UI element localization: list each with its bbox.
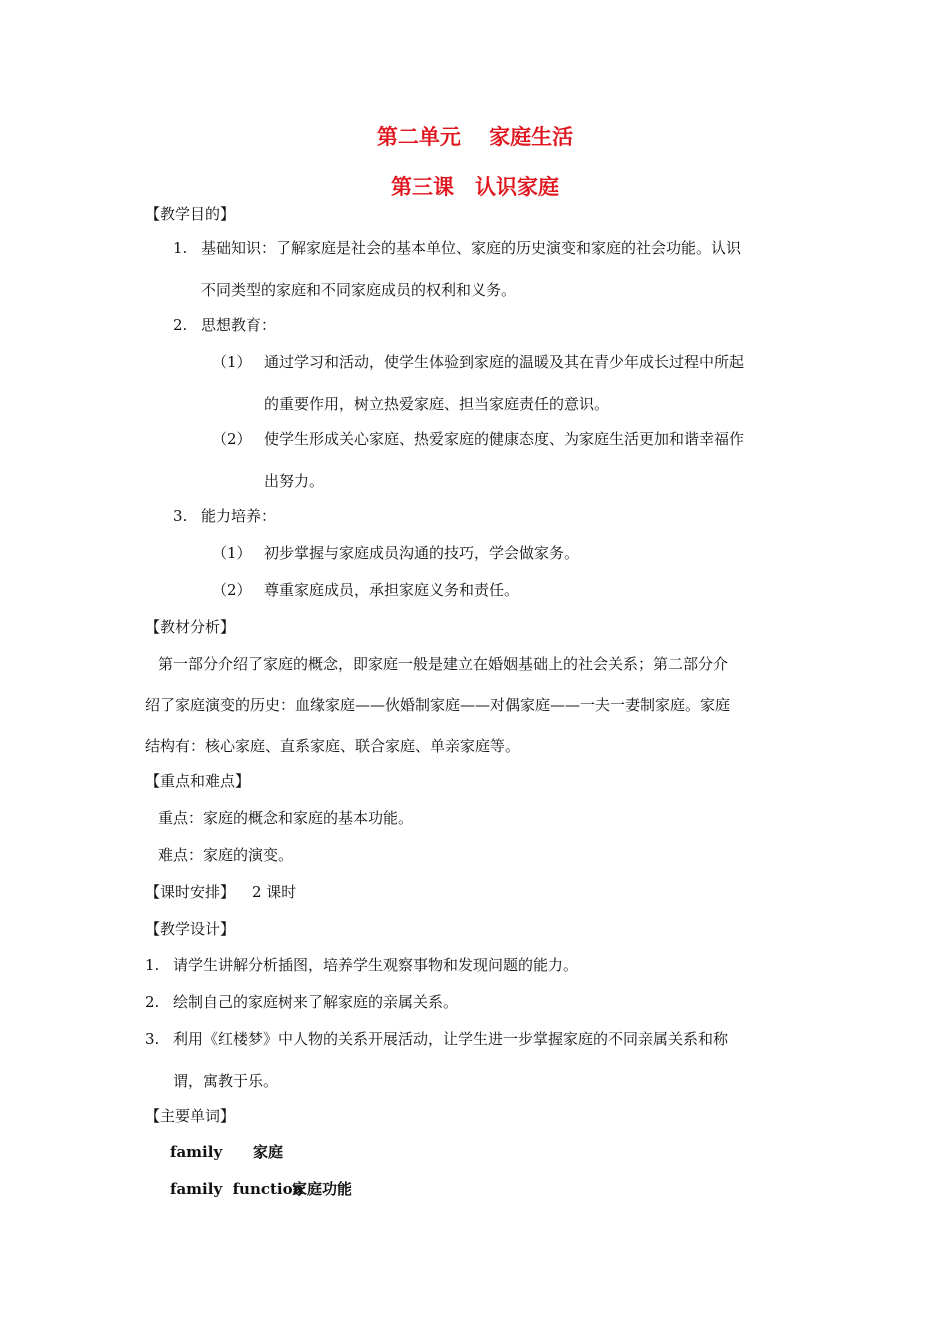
design-heading: 【教学设计】 <box>145 920 236 938</box>
analysis-heading: 【教材分析】 <box>145 618 236 636</box>
vocab-heading: 【主要单词】 <box>145 1107 236 1125</box>
objective-2-number: 2. <box>173 316 188 334</box>
analysis-paragraph-line-2: 绍了家庭演变的历史：血缘家庭——伙婚制家庭——对偶家庭——一夫一妻制家庭。家庭 <box>145 696 731 714</box>
objective-1-text-cont: 不同类型的家庭和不同家庭成员的权利和义务。 <box>201 281 517 299</box>
design-1-number: 1. <box>145 956 160 974</box>
key-points-heading: 【重点和难点】 <box>145 772 251 790</box>
objective-2-sub-2-text-cont: 出努力。 <box>264 472 325 490</box>
objective-1-text: 基础知识：了解家庭是社会的基本单位、家庭的历史演变和家庭的社会功能。认识 <box>201 239 742 257</box>
objective-3-sub-1-number: （1） <box>212 544 252 562</box>
vocab-word-1-chinese: 家庭 <box>253 1143 284 1161</box>
design-3-text-cont: 谓，寓教于乐。 <box>173 1072 279 1090</box>
schedule-heading: 【课时安排】 <box>145 883 236 901</box>
analysis-paragraph-line-3: 结构有：核心家庭、直系家庭、联合家庭、单亲家庭等。 <box>145 737 521 755</box>
lesson-title: 第三课 认识家庭 <box>391 174 559 199</box>
key-point-text: 重点：家庭的概念和家庭的基本功能。 <box>158 809 414 827</box>
objective-3-sub-1-text: 初步掌握与家庭成员沟通的技巧，学会做家务。 <box>264 544 580 562</box>
difficult-point-text: 难点：家庭的演变。 <box>158 846 294 864</box>
objective-2-sub-1-number: （1） <box>212 353 252 371</box>
design-2-text: 绘制自己的家庭树来了解家庭的亲属关系。 <box>173 993 459 1011</box>
design-1-text: 请学生讲解分析插图，培养学生观察事物和发现问题的能力。 <box>173 956 579 974</box>
design-2-number: 2. <box>145 993 160 1011</box>
vocab-word-2-english: family function <box>170 1180 304 1198</box>
schedule-value: 2 课时 <box>252 883 297 901</box>
objective-3-sub-2-text: 尊重家庭成员，承担家庭义务和责任。 <box>264 581 520 599</box>
design-3-number: 3. <box>145 1030 160 1048</box>
objective-2-sub-1-text: 通过学习和活动，使学生体验到家庭的温暖及其在青少年成长过程中所起 <box>264 353 745 371</box>
objective-2-sub-1-text-cont: 的重要作用，树立热爱家庭、担当家庭责任的意识。 <box>264 395 610 413</box>
vocab-word-2-chinese: 家庭功能 <box>292 1180 353 1198</box>
objective-1-number: 1. <box>173 239 188 257</box>
objectives-heading: 【教学目的】 <box>145 205 236 223</box>
design-3-text: 利用《红楼梦》中人物的关系开展活动，让学生进一步掌握家庭的不同亲属关系和称 <box>173 1030 729 1048</box>
vocab-word-1-english: family <box>170 1143 223 1161</box>
analysis-paragraph-line-1: 第一部分介绍了家庭的概念，即家庭一般是建立在婚姻基础上的社会关系；第二部分介 <box>158 655 729 673</box>
objective-3-number: 3. <box>173 507 188 525</box>
objective-3-label: 能力培养： <box>201 507 277 525</box>
objective-3-sub-2-number: （2） <box>212 581 252 599</box>
objective-2-label: 思想教育： <box>201 316 277 334</box>
objective-2-sub-2-number: （2） <box>212 430 252 448</box>
objective-2-sub-2-text: 使学生形成关心家庭、热爱家庭的健康态度、为家庭生活更加和谐幸福作 <box>264 430 745 448</box>
unit-title: 第二单元 家庭生活 <box>376 124 574 149</box>
